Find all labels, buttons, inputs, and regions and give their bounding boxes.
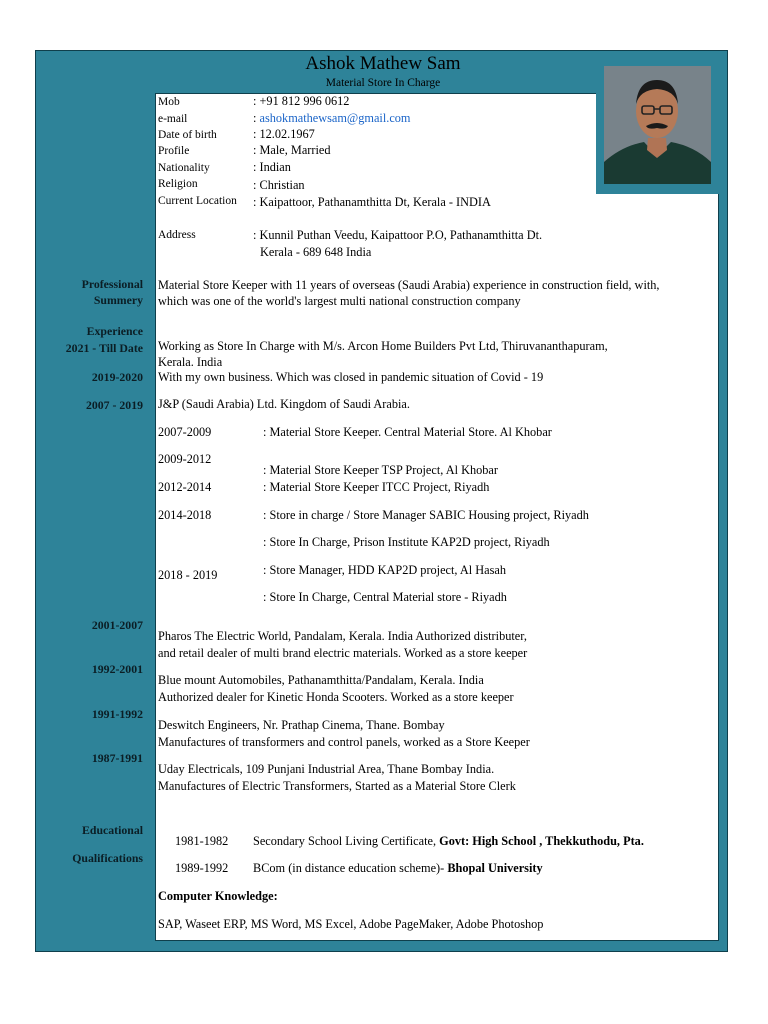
- exp-1992-line2: Authorized dealer for Kinetic Honda Scooters. Worked as a store keeper: [158, 690, 514, 704]
- exp-1991-line1: Deswitch Engineers, Nr. Prathap Cinema, Thane. Bombay: [158, 718, 445, 732]
- contact-value-address-line1: : Kunnil Puthan Veedu, Kaipattoor P.O, Pathanamthitta Dt.: [253, 228, 543, 242]
- exp-2001-line1: Pharos The Electric World, Pandalam, Kerala. India Authorized distributer,: [158, 629, 527, 643]
- education-label-line2: Qualifications: [72, 851, 143, 865]
- edu-text: [253, 861, 543, 876]
- contact-label-address: Address: [158, 229, 196, 241]
- role-years: 2014-2018: [158, 508, 212, 522]
- exp-1992-line1: Blue mount Automobiles, Pathanamthitta/Pandalam, Kerala. India: [158, 673, 484, 687]
- contact-value-profile: : Male, Married: [253, 143, 331, 157]
- period-1987: 1987-1991: [91, 751, 143, 765]
- period-1992: 1992-2001: [91, 662, 143, 676]
- exp-1987-line2: Manufactures of Electric Transformers, Started as a Material Store Clerk: [158, 779, 516, 793]
- summary-label-line2: Summery: [93, 293, 143, 307]
- contact-label-nationality: Nationality: [158, 162, 210, 174]
- role-text: : Material Store Keeper ITCC Project, Riyadh: [263, 480, 490, 494]
- exp-2007-company: J&P (Saudi Arabia) Ltd. Kingdom of Saudi Arabia.: [158, 397, 410, 411]
- edu-years: 1989-1992: [175, 861, 229, 875]
- edu-desc: Secondary School Living Certificate,: [253, 834, 440, 848]
- contact-label-religion: Religion: [158, 178, 198, 190]
- role-text: : Store In Charge, Central Material store - Riyadh: [263, 590, 507, 604]
- edu-desc: BCom (in distance education scheme)-: [253, 861, 448, 875]
- summary-line1: Material Store Keeper with 11 years of overseas (Saudi Arabia) experience in construction field, with,: [158, 278, 660, 292]
- contact-value-dob: : 12.02.1967: [253, 127, 315, 141]
- contact-label-location: Current Location: [158, 195, 237, 207]
- contact-value-location: : Kaipattoor, Pathanamthitta Dt, Kerala - INDIA: [253, 195, 491, 209]
- summary-label-line1: Professional: [81, 277, 143, 291]
- role-years: 2018 - 2019: [158, 568, 218, 582]
- education-label-line1: Educational: [82, 823, 143, 837]
- role-years: 2009-2012: [158, 452, 212, 466]
- edu-years: 1981-1982: [175, 834, 229, 848]
- job-title: Material Store In Charge: [325, 77, 441, 89]
- role-text: : Store In Charge, Prison Institute KAP2D project, Riyadh: [263, 535, 550, 549]
- exp-1991-line2: Manufactures of transformers and control panels, worked as a Store Keeper: [158, 735, 530, 749]
- period-2019: 2019-2020: [91, 370, 143, 384]
- person-portrait-icon: [604, 66, 711, 184]
- profile-photo: [604, 66, 711, 184]
- period-1991: 1991-1992: [91, 707, 143, 721]
- contact-label-dob: Date of birth: [158, 129, 217, 141]
- role-text: : Store Manager, HDD KAP2D project, Al Hasah: [263, 563, 507, 577]
- edu-school: Govt: High School , Thekkuthodu, Pta.: [439, 834, 644, 848]
- edu-text: [253, 834, 644, 849]
- summary-line2: which was one of the world's largest multi national construction company: [158, 294, 521, 308]
- contact-value-address-line2: Kerala - 689 648 India: [260, 245, 372, 259]
- exp-2021-line1: Working as Store In Charge with M/s. Arcon Home Builders Pvt Ltd, Thiruvananthapuram,: [158, 339, 608, 353]
- role-text: : Material Store Keeper. Central Material Store. Al Khobar: [263, 425, 552, 439]
- contact-value-religion: : Christian: [253, 178, 305, 192]
- contact-value-mob: : +91 812 996 0612: [253, 94, 350, 108]
- contact-label-mob: Mob: [158, 96, 180, 108]
- experience-heading: Experience: [86, 324, 143, 338]
- role-text: : Material Store Keeper TSP Project, Al Khobar: [263, 463, 498, 477]
- period-2001: 2001-2007: [91, 618, 143, 632]
- person-name: Ashok Mathew Sam: [305, 53, 461, 74]
- contact-value-nationality: : Indian: [253, 160, 291, 174]
- edu-school: Bhopal University: [447, 861, 543, 875]
- email-link[interactable]: ashokmathewsam@gmail.com: [259, 111, 411, 125]
- exp-2019-line1: With my own business. Which was closed in pandemic situation of Covid - 19: [158, 370, 544, 384]
- role-years: 2007-2009: [158, 425, 212, 439]
- period-2007: 2007 - 2019: [85, 398, 143, 412]
- computer-skills: SAP, Waseet ERP, MS Word, MS Excel, Adobe PageMaker, Adobe Photoshop: [158, 917, 544, 931]
- period-2021: 2021 - Till Date: [65, 341, 143, 355]
- exp-1987-line1: Uday Electricals, 109 Punjani Industrial Area, Thane Bombay India.: [158, 762, 495, 776]
- computer-heading: Computer Knowledge:: [158, 889, 278, 903]
- contact-value-email: [253, 111, 411, 126]
- contact-label-email: e-mail: [158, 113, 188, 125]
- contact-label-profile: Profile: [158, 145, 190, 157]
- exp-2001-line2: and retail dealer of multi brand electric materials. Worked as a store keeper: [158, 646, 528, 660]
- exp-2021-line2: Kerala. India: [158, 355, 223, 369]
- email-prefix: :: [253, 111, 260, 125]
- role-years: 2012-2014: [158, 480, 212, 494]
- role-text: : Store in charge / Store Manager SABIC Housing project, Riyadh: [263, 508, 589, 522]
